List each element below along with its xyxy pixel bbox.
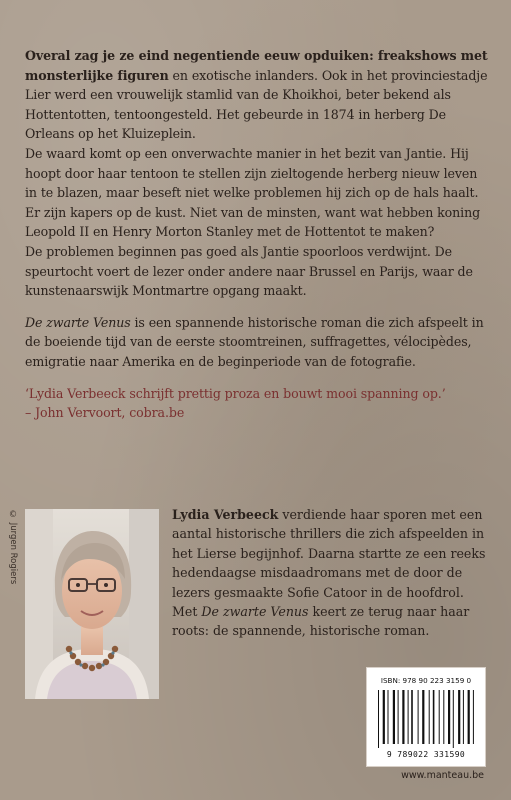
barcode-bar — [458, 690, 460, 744]
barcode-bar — [408, 690, 409, 744]
barcode-bar — [383, 690, 385, 744]
barcode-bar — [378, 690, 379, 748]
photo-credit: © Jurgen Rogiers — [8, 510, 18, 585]
review-quote: ‘Lydia Verbeeck schrijft prettig proza en bouwt mooi spanning op.’ — [25, 385, 446, 401]
intro-lead: Overal zag je ze eind negentiende eeuw opduiken: freakshows met monsterlijke figuren — [25, 48, 488, 83]
author-photo — [25, 509, 159, 699]
barcode-bar — [473, 690, 474, 744]
intro-rest: en exotische inlanders. Ook in het provinciestadje Lier werd een vrouwelijk stamlid van de Khoikhoi, beter bekend als Hottentotten, tentoongesteld. Het gebeurde in 1874 in herberg De Orleans op het Kluizeplein. — [25, 67, 488, 142]
barcode-bar — [418, 690, 419, 744]
plot-paragraph-2: De problemen beginnen pas goed als Jantie spoorloos verdwijnt. De speurtocht voert de lezer onder andere naar Brussel en Parijs, waar de kunstenaarswijk Montmartre opgang maakt. — [25, 243, 473, 299]
barcode-bar — [393, 690, 395, 744]
barcode-number: 9 789022 331590 — [386, 750, 466, 759]
bio-text-1: verdiende haar sporen met een aantal historische thrillers die zich afspeelden in het Lierse begijnhof. Daarna startte ze een reeks hedendaagse misdaadromans met de door de lezers gesmaakte Sofie Catoor in de hoofdrol. Met — [172, 507, 486, 620]
barcode-bar — [422, 690, 424, 744]
bio-text-2: keert ze terug naar haar roots: de spannende, historische roman. — [172, 604, 470, 639]
barcode-bar — [439, 690, 440, 744]
barcode-bar — [448, 690, 450, 744]
barcode-bar — [463, 690, 464, 744]
barcode-bar — [388, 690, 389, 744]
barcode-panel — [366, 667, 486, 767]
publisher-website: www.manteau.be — [401, 770, 484, 781]
barcode-bar — [429, 690, 430, 744]
barcode-bar — [443, 690, 444, 744]
author-portrait-illustration — [25, 509, 159, 699]
author-name: Lydia Verbeeck — [172, 507, 279, 522]
author-bio — [172, 505, 492, 641]
bio-book-title: De zwarte Venus — [201, 604, 309, 620]
barcode-bar — [453, 690, 454, 748]
review-source: – John Vervoort, cobra.be — [25, 405, 185, 421]
barcode-bar — [398, 690, 399, 744]
barcode-bar — [433, 690, 435, 744]
book-title-mention: De zwarte Venus — [25, 314, 131, 330]
isbn-label: ISBN: 978 90 223 3159 0 — [380, 676, 472, 685]
barcode-bar — [411, 690, 413, 744]
barcode-bar — [402, 690, 404, 744]
setting-text: is een spannende historische roman die zich afspeelt in de boeiende tijd van de eerste stoomtreinen, suffragettes, vélocipèdes, emigratie naar Amerika en de beginperiode van de fotografie. — [25, 314, 484, 369]
bio-paragraph — [172, 505, 492, 641]
intro-paragraph — [25, 46, 491, 144]
barcode-bar — [468, 690, 470, 744]
setting-paragraph — [25, 313, 491, 372]
plot-paragraph-1: De waard komt op een onverwachte manier in het bezit van Jantie. Hij hoopt door haar tentoon te stellen zijn zieltogende herberg nieuw leven in te blazen, maar beseft niet welke problemen hij zich op de hals haalt. Er zijn kapers op de kust. Niet van de minsten, want wat hebben koning Leopold II en Henry Morton Stanley met de Hottentot te maken? — [25, 145, 481, 240]
barcode-bars — [376, 690, 476, 748]
blurb — [25, 46, 491, 423]
